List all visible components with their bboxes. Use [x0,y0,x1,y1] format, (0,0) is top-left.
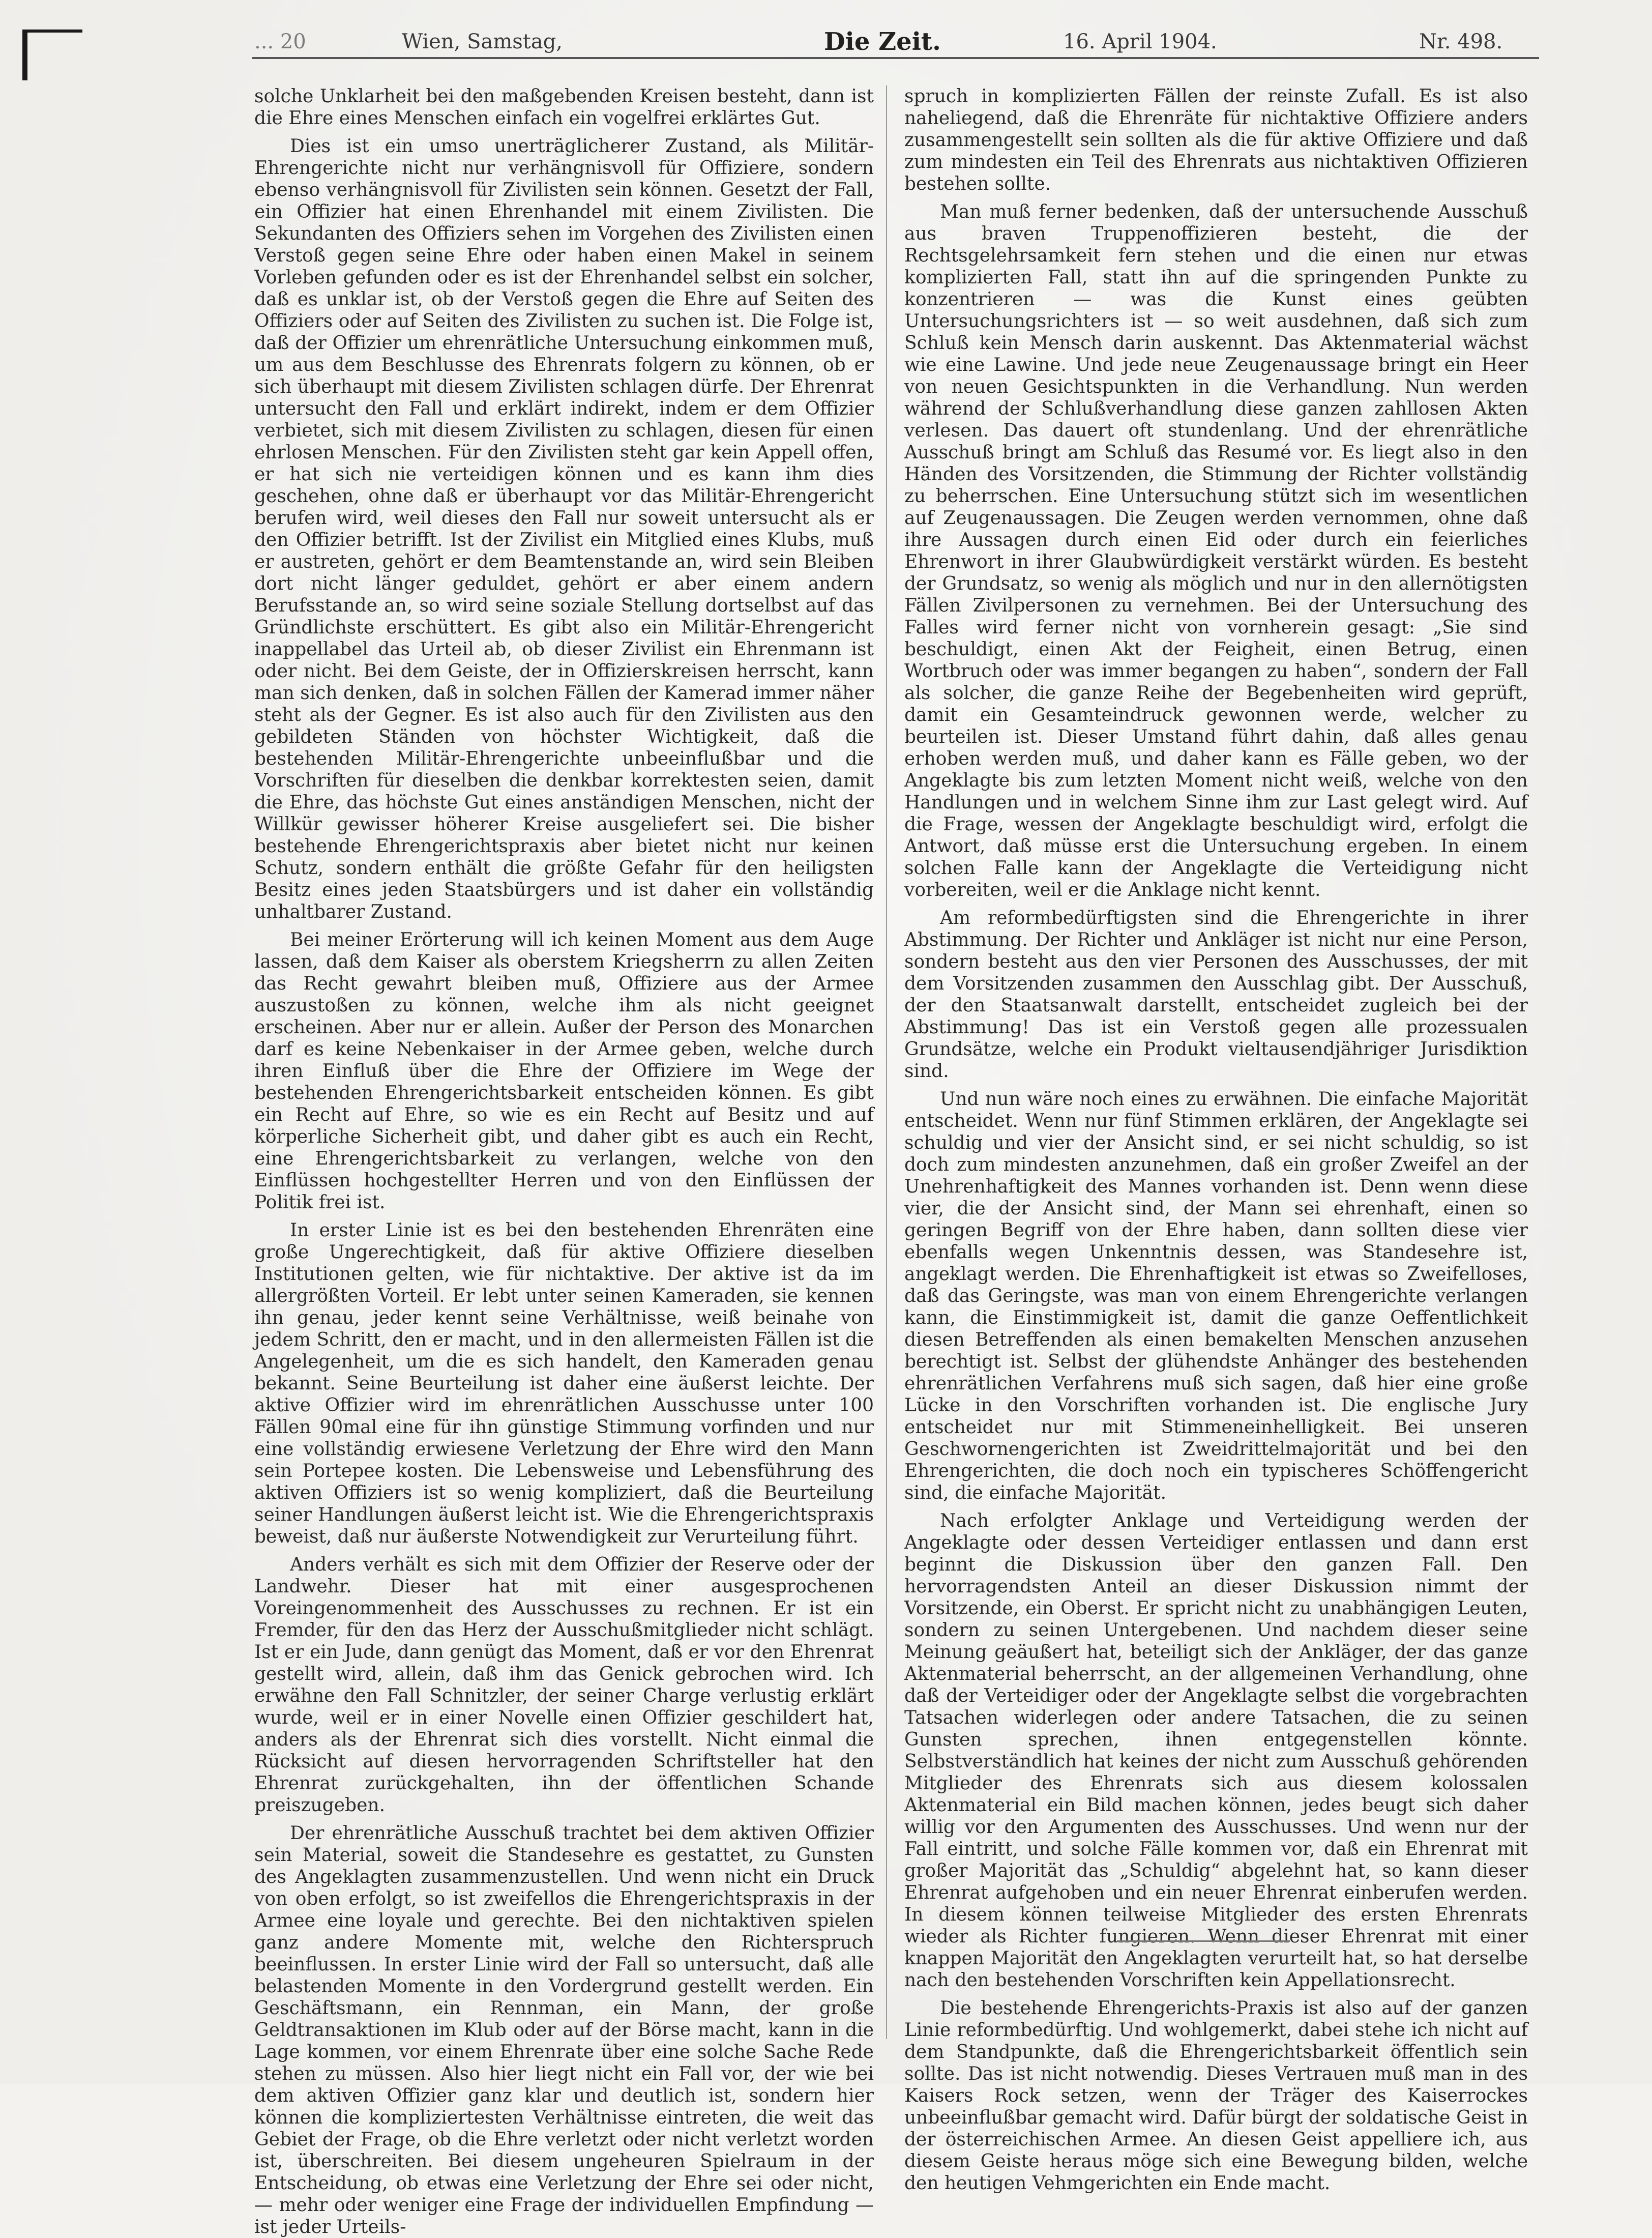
issue-number: Nr. 498. [1419,30,1503,53]
paragraph: Nach erfolgter Anklage und Verteidigung werden der Angeklagte oder dessen Verteidiger entlassen und dann erst beginnt die Diskussion über den ganzen Fall. Den hervorragendsten Anteil an dieser Diskussion nimmt der Vorsitzende, ein Oberst. Er spricht nicht zu unabhängigen Leuten, sondern zu seinen Untergebenen. Und nachdem dieser seine Meinung geäußert hat, beteiligt sich der Ankläger, der das ganze Aktenmaterial beherrscht, an der allgemeinen Verhandlung, ohne daß der Verteidiger oder der Angeklagte selbst die vorgebrachten Tatsachen widerlegen oder andere Tatsachen, die zu seinen Gunsten sprechen, ihnen entgegenstellen könnte. Selbstverständlich hat keines der nicht zum Ausschuß gehörenden Mitglieder des Ehrenrats sich aus diesem kolossalen Aktenmaterial ein Bild machen können, jedes beugt sich daher willig vor den Argumenten des Ausschusses. Und wenn nur der Fall eintritt, und solche Fälle kommen vor, daß ein Ehrenrat mit großer Majorität das „Schuldig“ abgelehnt hat, so kann dieser Ehrenrat aufgehoben und ein neuer Ehrenrat einberufen werden. In diesem können teilweise Mitglieder des ersten Ehrenrats wieder als Richter fungieren. Wenn dieser Ehrenrat mit einer knappen Majorität den Angeklagten verurteilt hat, so hat derselbe nach den bestehenden Vorschriften kein Appellationsrecht. [904,1510,1528,1991]
article-column-left [254,85,874,2237]
page-number: ... 20 [254,30,306,53]
paragraph: Man muß ferner bedenken, daß der untersuchende Ausschuß aus braven Truppenoffizieren besteht, die der Rechtsgelehrsamkeit fern stehen und die einen nur etwas komplizierten Fall, statt ihn auf die springenden Punkte zu konzentrieren — was die Kunst eines geübten Untersuchungsrichters ist — so weit ausdehnen, daß sich zum Schluß kein Mensch darin auskennt. Das Aktenmaterial wächst wie eine Lawine. Und jede neue Zeugenaussage bringt ein Heer von neuen Gesichtspunkten in die Verhandlung. Nun werden während der Schlußverhandlung diese ganzen zahllosen Akten verlesen. Das dauert oft stundenlang. Und der ehrenrätliche Ausschuß bringt am Schluß das Resumé vor. Es liegt also in den Händen des Vorsitzenden, die Stimmung der Richter vollständig zu beherrschen. Eine Untersuchung stützt sich im wesentlichen auf Zeugenaussagen. Die Zeugen werden vernommen, ohne daß ihre Aussagen durch einen Eid oder durch ein feierliches Ehrenwort in ihrer Glaubwürdigkeit verstärkt würden. Es besteht der Grundsatz, so wenig als möglich und nur in den allernötigsten Fällen Zivilpersonen zu vernehmen. Bei der Untersuchung des Falles wird ferner nicht von vornherein gesagt: „Sie sind beschuldigt, einen Akt der Feigheit, einen Betrug, einen Wortbruch oder was immer begangen zu haben“, sondern der Fall als solcher, die ganze Reihe der Begebenheiten wird geprüft, damit ein Gesamteindruck gewonnen werde, welcher zu beurteilen ist. Dieser Umstand führt dahin, daß alles genau erhoben werden muß, und daher kann es Fälle geben, wo der Angeklagte bis zum letzten Moment nicht weiß, welche von den Handlungen und in welchem Sinne ihm zur Last gelegt wird. Auf die Frage, wessen der Angeklagte beschuldigt wird, erfolgt die Antwort, daß müsse erst die Untersuchung ergeben. In einem solchen Falle kann der Angeklagte die Verteidigung nicht vorbereiten, weil er die Anklage nicht kennt. [904,201,1528,900]
scan-corner-mark [22,30,82,80]
paragraph: In erster Linie ist es bei den bestehenden Ehrenräten eine große Ungerechtigkeit, daß für aktive Offiziere dieselben Institutionen gelten, wie für nichtaktive. Der aktive ist da im allergrößten Vorteil. Er lebt unter seinen Kameraden, sie kennen ihn genau, jeder kennt seine Verhältnisse, weiß beinahe von jedem Schritt, den er macht, und in den allermeisten Fällen ist die Angelegenheit, um die es sich handelt, den Kameraden genau bekannt. Seine Beurteilung ist daher eine äußerst leichte. Der aktive Offizier wird im ehrenrätlichen Ausschusse unter 100 Fällen 90mal eine für ihn günstige Stimmung vorfinden und nur eine vollständig erwiesene Verletzung der Ehre wird den Mann sein Portepee kosten. Die Lebensweise und Lebensführung des aktiven Offiziers ist so wenig kompliziert, daß die Beurteilung seiner Handlungen äußerst leicht ist. Wie die Ehrengerichtspraxis beweist, daß nur äußerste Notwendigkeit zur Verurteilung führt. [254,1220,874,1547]
column-divider [886,85,887,2039]
paragraph: Am reformbedürftigsten sind die Ehrengerichte in ihrer Abstimmung. Der Richter und Ankläger ist nicht nur eine Person, sondern besteht aus den vier Personen des Ausschusses, der mit dem Vorsitzenden zusammen den Ausschlag gibt. Der Ausschuß, der den Staatsanwalt darstellt, entscheidet zugleich bei der Abstimmung! Das ist ein Verstoß gegen alle prozessualen Grundsätze, welche ein Produkt vieltausendjähriger Jurisdiktion sind. [904,908,1528,1082]
paragraph: solche Unklarheit bei den maßgebenden Kreisen besteht, dann ist die Ehre eines Menschen einfach ein vogelfrei erklärtes Gut. [254,86,874,129]
paragraph: Die bestehende Ehrengerichts-Praxis ist also auf der ganzen Linie reformbedürftig. Und wohlgemerkt, dabei stehe ich nicht auf dem Standpunkte, daß die Ehrengerichtsbarkeit öffentlich sein sollte. Das ist nicht notwendig. Dieses Vertrauen muß man in des Kaisers Rock setzen, wenn der Träger des Kaiserrockes unbeeinflußbar gemacht wird. Dafür bürgt der soldatische Geist in der österreichischen Armee. An diesen Geist appelliere ich, aus diesem Geiste heraus möge sich eine Bewegung bilden, welche den heutigen Vehmgerichten ein Ende macht. [904,1998,1528,2194]
issue-date: 16. April 1904. [1063,30,1217,53]
paragraph: Bei meiner Erörterung will ich keinen Moment aus dem Auge lassen, daß dem Kaiser als oberstem Kriegsherrn zu allen Zeiten das Recht gewahrt bleiben muß, Offiziere aus der Armee auszustoßen zu können, welche ihm als nicht geeignet erscheinen. Aber nur er allein. Außer der Person des Monarchen darf es keine Nebenkaiser in der Armee geben, welche durch ihren Einfluß über die Ehre der Offiziere im Wege der bestehenden Ehrengerichtsbarkeit entscheiden können. Es gibt ein Recht auf Ehre, so wie es ein Recht auf Besitz und auf körperliche Sicherheit gibt, und daher gibt es auch ein Recht, eine Ehrengerichtsbarkeit zu verlangen, welche von den Einflüssen hochgestellter Herren und von den Einflüssen der Politik frei ist. [254,929,874,1213]
masthead [254,26,1536,57]
paragraph: Der ehrenrätliche Ausschuß trachtet bei dem aktiven Offizier sein Material, soweit die Standesehre es gestattet, zu Gunsten des Angeklagten zusammenzustellen. Und wenn nicht ein Druck von oben erfolgt, so ist zweifellos die Ehrengerichtspraxis in der Armee eine loyale und gerechte. Bei den nichtaktiven spielen ganz andere Momente mit, welche den Richterspruch beeinflussen. In erster Linie wird der Fall so untersucht, daß alle belastenden Momente in den Vordergrund gestellt werden. Ein Geschäftsmann, ein Rennman, ein Mann, der große Geldtransaktionen im Klub oder auf der Börse macht, kann in die Lage kommen, vor einem Ehrenrate über eine solche Sache Rede stehen zu müssen. Also hier liegt nicht ein Fall vor, der wie bei dem aktiven Offizier ganz klar und deutlich ist, sondern hier können die kompliziertesten Verhältnisse eintreten, die weit das Gebiet der Frage, ob die Ehre verletzt oder nicht verletzt worden ist, überschreiten. Bei diesem ungeheuren Spielraum in der Entscheidung, ob etwas eine Verletzung der Ehre sei oder nicht, — mehr oder weniger eine Frage der individuellen Empfindung — ist jeder Urteils- [254,1823,874,2237]
newspaper-title: Die Zeit. [824,27,941,56]
article-column-right [904,85,1528,2194]
place-and-day: Wien, Samstag, [402,30,563,53]
header-rule [252,57,1539,59]
article-end-rule [1117,1940,1290,1942]
paragraph: Dies ist ein umso unerträglicherer Zustand, als Militär-Ehrengerichte nicht nur verhängnisvoll für Offiziere, sondern ebenso verhängnisvoll für Zivilisten sein können. Gesetzt der Fall, ein Offizier hat einen Ehrenhandel mit einem Zivilisten. Die Sekundanten des Offiziers sehen im Vorgehen des Zivilisten einen Verstoß gegen seine Ehre oder haben einen Makel in seinem Vorleben gefunden oder es ist der Ehrenhandel selbst ein solcher, daß es unklar ist, ob der Verstoß gegen die Ehre auf Seiten des Offiziers oder auf Seiten des Zivilisten zu suchen ist. Die Folge ist, daß der Offizier um ehrenrätliche Untersuchung einkommen muß, um aus dem Beschlusse des Ehrenrats folgern zu können, ob er sich überhaupt mit diesem Zivilisten schlagen dürfe. Der Ehrenrat untersucht den Fall und erklärt indirekt, indem er dem Offizier verbietet, sich mit diesem Zivilisten zu schlagen, diesen für einen ehrlosen Menschen. Für den Zivilisten steht gar kein Appell offen, er hat sich nie verteidigen können und es kann ihm dies geschehen, ohne daß er überhaupt vor das Militär-Ehrengericht berufen wird, weil dieses den Fall nur soweit untersucht als er den Offizier betrifft. Ist der Zivilist ein Mitglied eines Klubs, muß er austreten, gehört er dem Beamtenstande an, wird sein Bleiben dort nicht länger geduldet, gehört er aber einem andern Berufsstande an, so wird seine soziale Stellung dortselbst auf das Gründlichste erschüttert. Es gibt also ein Militär-Ehrengericht inappellabel das Urteil ab, ob dieser Zivilist ein Ehrenmann ist oder nicht. Bei dem Geiste, der in Offizierskreisen herrscht, kann man sich denken, daß in solchen Fällen der Kamerad immer näher steht als der Gegner. Es ist also auch für den Zivilisten aus den gebildeten Ständen von höchster Wichtigkeit, daß die bestehenden Militär-Ehrengerichte unbeeinflußbar und die Vorschriften für dieselben die denkbar korrektesten seien, damit die Ehre, das höchste Gut eines anständigen Menschen, nicht der Willkür gewisser höherer Kreise ausgeliefert sei. Die bisher bestehende Ehrengerichtspraxis aber bietet nicht nur keinen Schutz, sondern enthält die größte Gefahr für den heiligsten Besitz eines jeden Staatsbürgers und ist daher ein vollständig unhaltbarer Zustand. [254,136,874,922]
paragraph: spruch in komplizierten Fällen der reinste Zufall. Es ist also naheliegend, daß die Ehrenräte für nichtaktive Offiziere anders zusammengestellt sein sollten als die für aktive Offiziere und daß zum mindesten ein Teil des Ehrenrats aus nichtaktiven Offizieren bestehen sollte. [904,86,1528,194]
paragraph: Anders verhält es sich mit dem Offizier der Reserve oder der Landwehr. Dieser hat mit einer ausgesprochenen Voreingenommenheit des Ausschusses zu rechnen. Er ist ein Fremder, für den das Herz der Ausschußmitglieder nicht schlägt. Ist er ein Jude, dann genügt das Moment, daß er vor den Ehrenrat gestellt wird, allein, daß ihm das Genick gebrochen wird. Ich erwähne den Fall Schnitzler, der seiner Charge verlustig erklärt wurde, weil er in einer Novelle einen Offizier geschildert hat, anders als der Ehrenrat sich dies vorstellt. Nicht einmal die Rücksicht auf diesen hervorragenden Schriftsteller hat den Ehrenrat zurückgehalten, ihn der öffentlichen Schande preiszugeben. [254,1554,874,1816]
paragraph: Und nun wäre noch eines zu erwähnen. Die einfache Majorität entscheidet. Wenn nur fünf Stimmen erklären, der Angeklagte sei schuldig und vier der Ansicht sind, er sei nicht schuldig, so ist doch zum mindesten anzunehmen, daß ein großer Zweifel an der Unehrenhaftigkeit des Mannes vorhanden ist. Denn wenn diese vier, die der Ansicht sind, der Mann sei ehrenhaft, einen so geringen Begriff von der Ehre haben, dann sollten diese vier ebenfalls wegen Unkenntnis dessen, was Standesehre ist, angeklagt werden. Die Ehrenhaftigkeit ist etwas so Zweifelloses, daß das Geringste, was man von einem Ehrengerichte verlangen kann, die Einstimmigkeit ist, damit die ganze Oeffentlichkeit diesen Betreffenden als einen bemakelten Menschen anzusehen berechtigt ist. Selbst der glühendste Anhänger des bestehenden ehrenrätlichen Verfahrens muß sich sagen, daß hier eine große Lücke in den Vorschriften vorhanden ist. Die englische Jury entscheidet nur mit Stimmeneinhelligkeit. Bei unseren Geschwornengerichten ist Zweidrittelmajorität und bei den Ehrengerichten, die doch noch ein typischeres Schöffengericht sind, die einfache Majorität. [904,1089,1528,1503]
